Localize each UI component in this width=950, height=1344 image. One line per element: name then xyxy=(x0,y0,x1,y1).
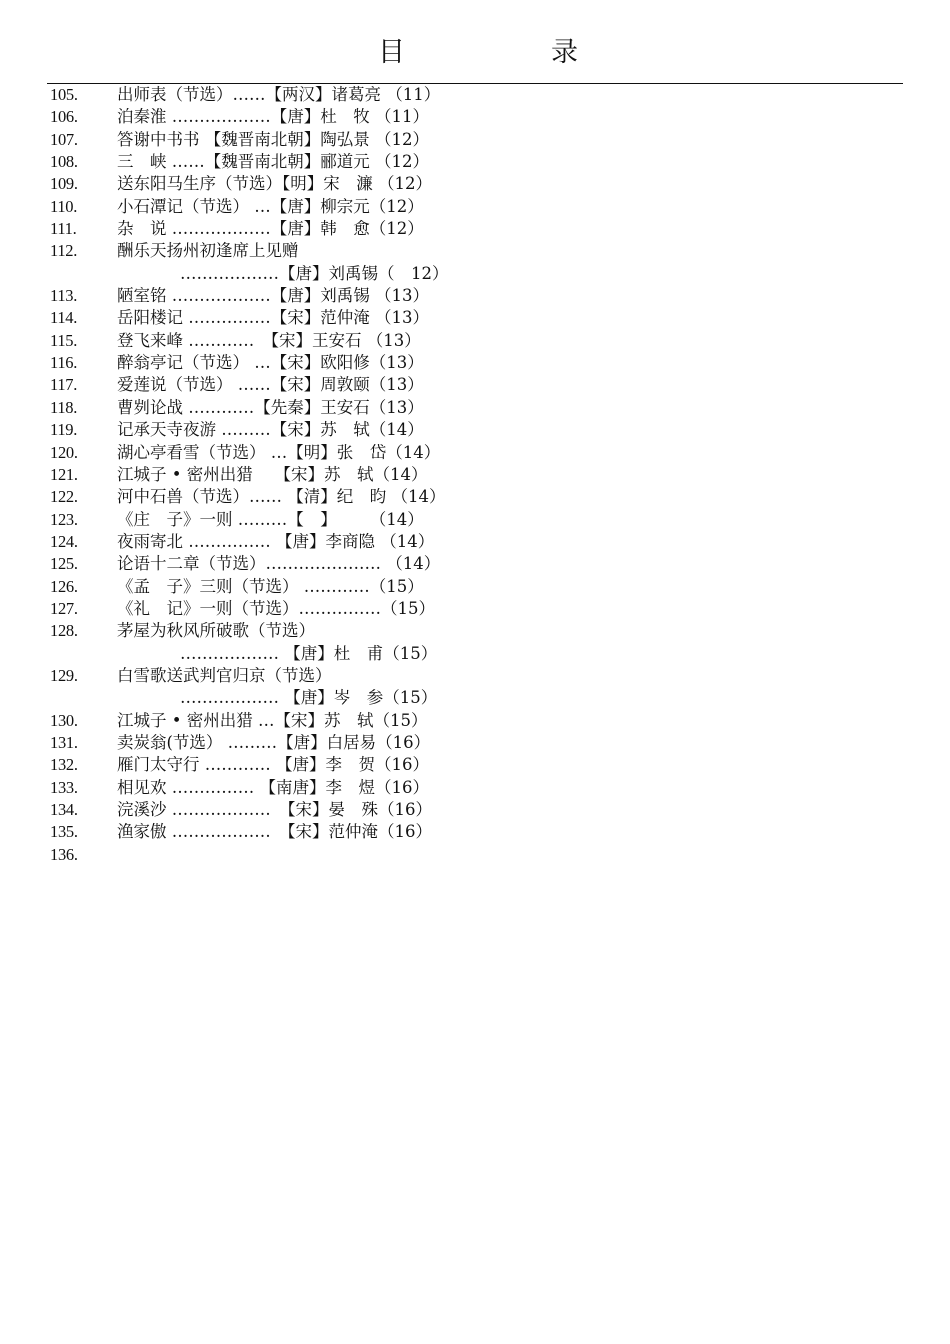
toc-entry xyxy=(0,598,470,620)
toc-entry-text: 浣溪沙 ……………… 【宋】晏 殊（16） xyxy=(117,800,432,819)
toc-entry-number: 129. xyxy=(50,665,78,685)
toc-entry-number: 135. xyxy=(50,822,78,842)
toc-entry-number: 114. xyxy=(50,308,78,328)
toc-entry-number: 115. xyxy=(50,330,78,350)
toc-entry-number: 123. xyxy=(50,509,78,529)
toc-entry xyxy=(0,196,470,218)
toc-entry-number: 107. xyxy=(50,129,78,149)
table-of-contents xyxy=(0,84,470,866)
toc-entry-number: 112. xyxy=(50,241,78,261)
toc-entry-text: 《孟 子》三则（节选） …………（15） xyxy=(117,576,424,596)
toc-entry-text: 岳阳楼记 ……………【宋】范仲淹 （13） xyxy=(117,308,429,328)
toc-entry-text: 酬乐天扬州初逢席上见赠 xyxy=(117,241,299,261)
toc-entry xyxy=(0,129,470,151)
toc-entry-text: 江城子 • 密州出猎 …【宋】苏 轼（15） xyxy=(117,710,428,730)
toc-entry-number: 136. xyxy=(50,844,78,864)
toc-entry xyxy=(0,84,470,106)
toc-entry xyxy=(0,442,470,464)
page-title xyxy=(378,36,578,70)
toc-entry-text: ………………【唐】刘禹锡（ 12） xyxy=(180,263,449,283)
toc-entry xyxy=(0,106,470,128)
toc-entry-text: 泊秦淮 ………………【唐】杜 牧 （11） xyxy=(117,107,429,127)
toc-entry-number: 113. xyxy=(50,286,78,306)
toc-entry-number: 118. xyxy=(50,397,78,417)
toc-entry-number: 108. xyxy=(50,152,78,172)
toc-entry-text: 醉翁亭记（节选） …【宋】欧阳修（13） xyxy=(117,353,424,373)
toc-entry-number: 132. xyxy=(50,755,78,775)
toc-entry xyxy=(0,397,470,419)
toc-entry-text: 小石潭记（节选） …【唐】柳宗元（12） xyxy=(117,196,424,216)
toc-entry xyxy=(0,330,470,352)
toc-entry xyxy=(0,173,470,195)
toc-entry-text: 送东阳马生序（节选）【明】宋 濂 （12） xyxy=(117,174,432,194)
toc-entry xyxy=(0,218,470,240)
toc-entry xyxy=(0,844,470,866)
toc-entry-text: 雁门太守行 ………… 【唐】李 贺（16） xyxy=(117,755,429,775)
toc-entry-number: 105. xyxy=(50,85,78,104)
toc-entry-number: 124. xyxy=(50,531,78,551)
toc-entry xyxy=(0,419,470,441)
toc-entry xyxy=(0,665,470,687)
toc-entry-text: 相见欢 …………… 【南唐】李 煜（16） xyxy=(117,777,429,797)
toc-entry xyxy=(0,307,470,329)
toc-entry-text: 陋室铭 ………………【唐】刘禹锡 （13） xyxy=(117,286,429,306)
toc-entry-text: 江城子 • 密州出猎 【宋】苏 轼（14） xyxy=(117,464,428,484)
toc-entry-number: 130. xyxy=(50,710,78,730)
toc-entry xyxy=(0,799,470,821)
toc-entry-text: 论语十二章（节选）………………… （14） xyxy=(117,554,441,574)
toc-entry-text: 河中石兽（节选）…… 【清】纪 昀 （14） xyxy=(117,487,446,507)
toc-entry xyxy=(0,352,470,374)
toc-entry-text: 白雪歌送武判官归京（节选） xyxy=(117,665,332,685)
toc-entry xyxy=(0,754,470,776)
toc-entry xyxy=(0,240,470,262)
toc-entry-number: 111. xyxy=(50,219,77,239)
toc-entry-continuation xyxy=(0,687,470,709)
page-title-left-char: 目 xyxy=(378,37,405,68)
toc-entry-text: 湖心亭看雪（节选） …【明】张 岱（14） xyxy=(117,442,441,462)
toc-entry-number: 134. xyxy=(50,800,78,819)
toc-entry-number: 106. xyxy=(50,107,78,127)
toc-entry-text: 《庄 子》一则 ………【 】 （14） xyxy=(117,509,424,529)
toc-entry xyxy=(0,509,470,531)
toc-entry-number: 133. xyxy=(50,777,78,797)
toc-entry-text: 出师表（节选）……【两汉】诸葛亮 （11） xyxy=(117,85,441,104)
toc-entry-number: 110. xyxy=(50,196,78,216)
toc-entry-text: 茅屋为秋风所破歌（节选） xyxy=(117,621,315,641)
toc-entry xyxy=(0,576,470,598)
toc-entry xyxy=(0,486,470,508)
toc-entry-text: 登飞来峰 ………… 【宋】王安石 （13） xyxy=(117,330,421,350)
toc-entry-text: 杂 说 ………………【唐】韩 愈（12） xyxy=(117,219,424,239)
toc-entry-number: 116. xyxy=(50,353,78,373)
toc-entry-number: 117. xyxy=(50,375,78,395)
toc-entry-text: ……………… 【唐】岑 参（15） xyxy=(180,688,438,708)
toc-entry-number: 119. xyxy=(50,420,78,440)
toc-entry-text: 爱莲说（节选） ……【宋】周敦颐（13） xyxy=(117,375,424,395)
toc-entry-continuation xyxy=(0,263,470,285)
toc-entry xyxy=(0,777,470,799)
toc-entry-number: 109. xyxy=(50,174,78,194)
toc-entry-text: 夜雨寄北 …………… 【唐】李商隐 （14） xyxy=(117,531,435,551)
toc-entry-text: 答谢中书书 【魏晋南北朝】陶弘景 （12） xyxy=(117,129,429,149)
toc-entry xyxy=(0,821,470,843)
toc-entry-number: 126. xyxy=(50,576,78,596)
toc-entry xyxy=(0,620,470,642)
toc-entry-text: 《礼 记》一则（节选）……………（15） xyxy=(117,598,435,618)
toc-entry-number: 131. xyxy=(50,732,78,752)
toc-entry xyxy=(0,285,470,307)
toc-entry xyxy=(0,732,470,754)
toc-entry-text: ……………… 【唐】杜 甫（15） xyxy=(180,643,438,663)
page-title-right-char: 录 xyxy=(551,37,578,68)
toc-entry xyxy=(0,531,470,553)
toc-entry-number: 127. xyxy=(50,598,78,618)
toc-entry-text: 卖炭翁(节选） ………【唐】白居易（16） xyxy=(117,732,431,752)
toc-entry-number: 120. xyxy=(50,442,78,462)
toc-entry-number: 121. xyxy=(50,464,78,484)
toc-entry xyxy=(0,464,470,486)
toc-entry-text: 曹刿论战 …………【先秦】王安石（13） xyxy=(117,397,424,417)
toc-entry xyxy=(0,710,470,732)
toc-entry xyxy=(0,151,470,173)
toc-entry-number: 122. xyxy=(50,487,78,507)
toc-entry-text: 渔家傲 ……………… 【宋】范仲淹（16） xyxy=(117,822,432,842)
toc-entry-continuation xyxy=(0,643,470,665)
toc-entry-text: 三 峡 ……【魏晋南北朝】郦道元 （12） xyxy=(117,152,429,172)
toc-entry-number: 128. xyxy=(50,621,78,641)
toc-entry xyxy=(0,374,470,396)
toc-entry xyxy=(0,553,470,575)
toc-entry-text: 记承天寺夜游 ………【宋】苏 轼（14） xyxy=(117,420,424,440)
toc-entry-number: 125. xyxy=(50,554,78,574)
